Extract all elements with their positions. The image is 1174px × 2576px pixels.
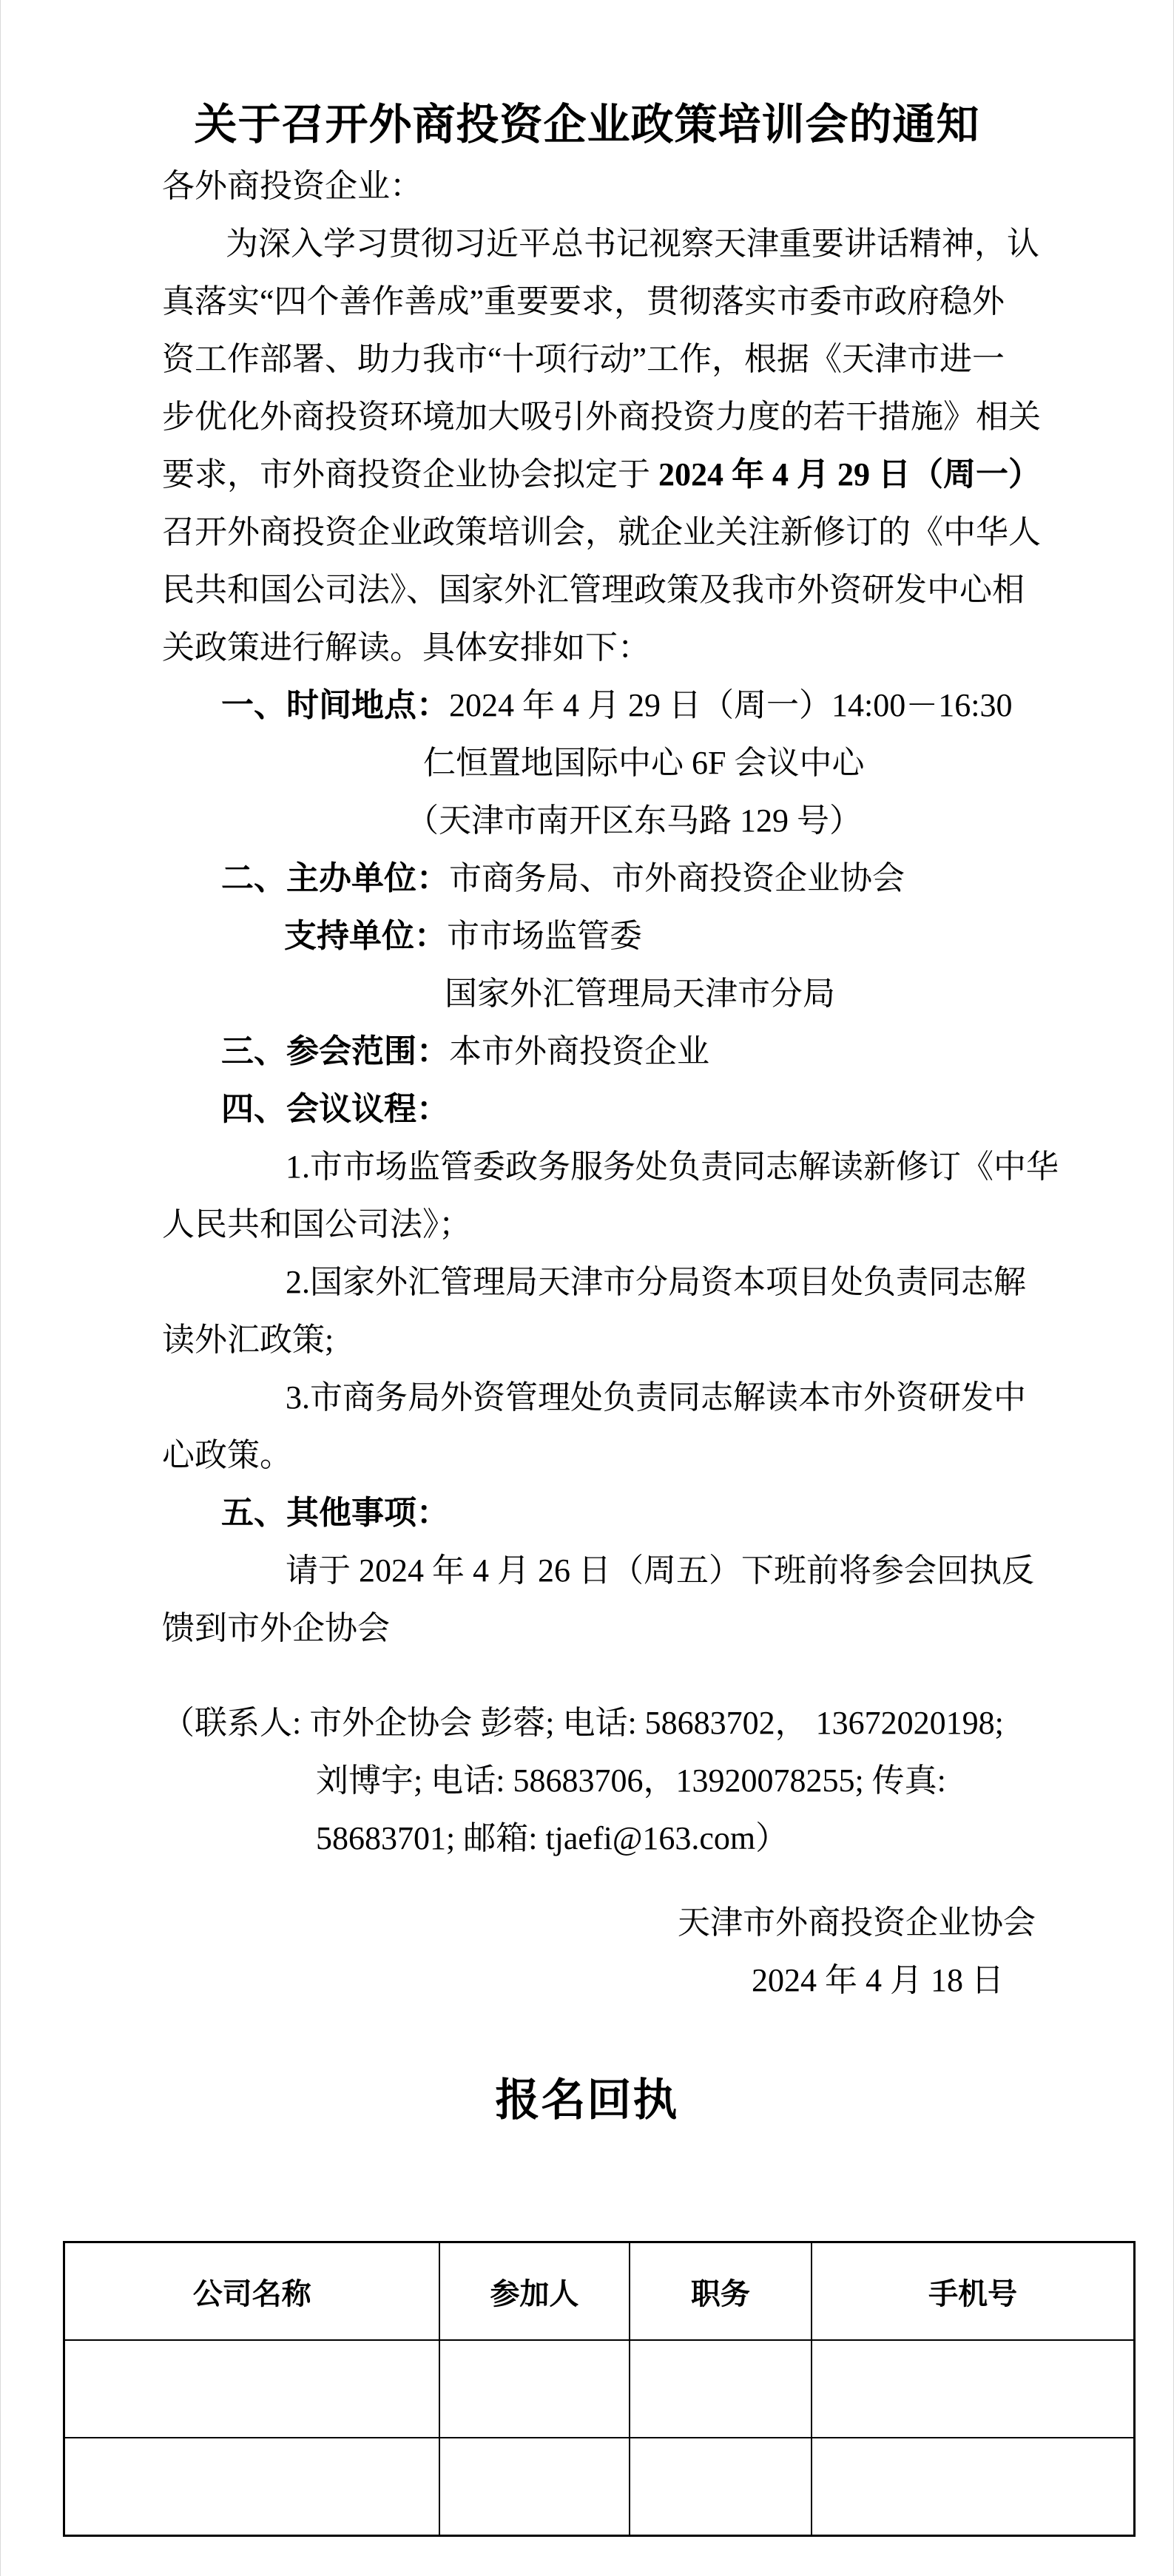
table-cell-empty bbox=[630, 2438, 812, 2536]
text-run: 3.市商务局外资管理处负责同志解读本市外资研发中 bbox=[286, 1379, 1026, 1416]
text-run: 2024 年 4 月 18 日 bbox=[752, 1962, 1004, 1998]
text-run: 馈到市外企协会 bbox=[162, 1610, 390, 1646]
text-run: 仁恒置地国际中心 6F 会议中心 bbox=[423, 745, 865, 781]
section-label: 五、其他事项： bbox=[221, 1495, 449, 1531]
text-run: 2024 年 4 月 29 日（周一） bbox=[658, 456, 1041, 493]
text-run: 刘博宇; 电话: 58683706，13920078255; 传真: bbox=[316, 1762, 946, 1799]
text-run: 2024 年 4 月 29 日（周一）14:00－16:30 bbox=[449, 687, 1013, 723]
reply-table bbox=[63, 2241, 1136, 2537]
table-cell-empty bbox=[64, 2340, 440, 2438]
doc-line bbox=[162, 1810, 1173, 1867]
doc-line bbox=[162, 1894, 1173, 1952]
doc-line bbox=[162, 1254, 1173, 1311]
table-cell-empty bbox=[812, 2340, 1134, 2438]
doc-line bbox=[162, 1427, 1173, 1484]
doc-line bbox=[162, 504, 1173, 561]
doc-line bbox=[162, 850, 1173, 907]
text-run: （联系人: 市外企协会 彭蓉; 电话: 58683702， 13672020198; bbox=[162, 1705, 1004, 1741]
text-run: 关政策进行解读。具体安排如下： bbox=[162, 629, 650, 666]
text-run: 请于 2024 年 4 月 26 日（周五）下班前将参会回执反 bbox=[286, 1552, 1034, 1589]
section-label: 四、会议议程： bbox=[221, 1091, 449, 1127]
section-label: 一、时间地点： bbox=[221, 687, 449, 723]
text-run: 资工作部署、助力我市“十项行动”工作，根据《天津市进一 bbox=[162, 341, 1005, 377]
body-lines bbox=[1, 158, 1173, 2009]
text-run: 天津市外商投资企业协会 bbox=[678, 1904, 1036, 1941]
section-label: 支持单位： bbox=[284, 918, 447, 954]
text-run: 58683701; 邮箱: tjaefi@163.com） bbox=[316, 1820, 789, 1856]
doc-line bbox=[162, 965, 1173, 1023]
text-run: （天津市南开区东马路 129 号） bbox=[406, 802, 862, 839]
document-title: 关于召开外商投资企业政策培训会的通知 bbox=[194, 101, 980, 149]
text-run: 1.市市场监管委政务服务处负责同志解读新修订《中华 bbox=[286, 1149, 1059, 1185]
doc-line bbox=[162, 1694, 1173, 1752]
doc-line bbox=[162, 1196, 1173, 1254]
doc-line bbox=[162, 388, 1173, 446]
table-cell-empty bbox=[64, 2438, 440, 2536]
text-run: 本市外商投资企业 bbox=[449, 1033, 709, 1069]
table-header-cell: 公司名称 bbox=[64, 2242, 440, 2341]
text-run: 要求，市外商投资企业协会拟定于 bbox=[162, 456, 658, 493]
section-label: 二、主办单位： bbox=[221, 860, 449, 896]
doc-line bbox=[162, 1138, 1173, 1196]
section-label: 三、参会范围： bbox=[221, 1033, 449, 1069]
table-cell-empty bbox=[439, 2438, 629, 2536]
text-run: 市市场监管委 bbox=[447, 918, 642, 954]
text-run: 国家外汇管理局天津市分局 bbox=[445, 976, 835, 1012]
table-cell-empty bbox=[439, 2340, 629, 2438]
doc-line bbox=[162, 1023, 1173, 1081]
doc-line bbox=[162, 561, 1173, 619]
table-header-row bbox=[64, 2242, 1135, 2341]
doc-line bbox=[162, 273, 1173, 331]
doc-line bbox=[162, 1311, 1173, 1369]
text-run: 市商务局、市外商投资企业协会 bbox=[449, 860, 905, 896]
text-run: 各外商投资企业： bbox=[162, 168, 422, 204]
table-row bbox=[64, 2438, 1135, 2536]
doc-line bbox=[162, 1542, 1173, 1600]
text-run: 为深入学习贯彻习近平总书记视察天津重要讲话精神，认 bbox=[226, 226, 1039, 262]
table-header-cell: 职务 bbox=[630, 2242, 812, 2341]
doc-line bbox=[162, 734, 1173, 792]
text-run: 读外汇政策; bbox=[162, 1322, 334, 1358]
text-run: 真落实“四个善作善成”重要要求，贯彻落实市委市政府稳外 bbox=[162, 283, 1005, 320]
table-cell-empty bbox=[812, 2438, 1134, 2536]
table-body bbox=[64, 2340, 1135, 2536]
text-run: 人民共和国公司法》； bbox=[162, 1206, 471, 1243]
doc-line bbox=[162, 215, 1173, 273]
doc-line bbox=[162, 1081, 1173, 1138]
doc-line bbox=[162, 792, 1173, 850]
text-run: 2.国家外汇管理局天津市分局资本项目处负责同志解 bbox=[286, 1264, 1026, 1300]
doc-line bbox=[162, 907, 1173, 965]
text-run: 召开外商投资企业政策培训会，就企业关注新修订的《中华人 bbox=[162, 514, 1041, 550]
doc-line bbox=[162, 1952, 1173, 2009]
table-cell-empty bbox=[630, 2340, 812, 2438]
doc-line bbox=[162, 331, 1173, 388]
table-header-cell: 手机号 bbox=[812, 2242, 1134, 2341]
doc-line bbox=[162, 677, 1173, 734]
table-row bbox=[64, 2340, 1135, 2438]
doc-line bbox=[162, 1600, 1173, 1657]
doc-line bbox=[162, 158, 1173, 215]
table-header-cell: 参加人 bbox=[439, 2242, 629, 2341]
text-run: 心政策。 bbox=[162, 1437, 292, 1473]
spacer bbox=[1, 1867, 1173, 1894]
spacer bbox=[1, 1657, 1173, 1694]
doc-line bbox=[162, 619, 1173, 677]
text-run: 步优化外商投资环境加大吸引外商投资力度的若干措施》相关 bbox=[162, 399, 1041, 435]
doc-line bbox=[162, 1484, 1173, 1542]
doc-line bbox=[162, 1369, 1173, 1427]
doc-line bbox=[162, 446, 1173, 504]
text-run: 民共和国公司法》、国家外汇管理政策及我市外资研发中心相 bbox=[162, 572, 1025, 608]
doc-line bbox=[162, 1752, 1173, 1810]
reply-form-heading: 报名回执 bbox=[495, 2075, 679, 2125]
